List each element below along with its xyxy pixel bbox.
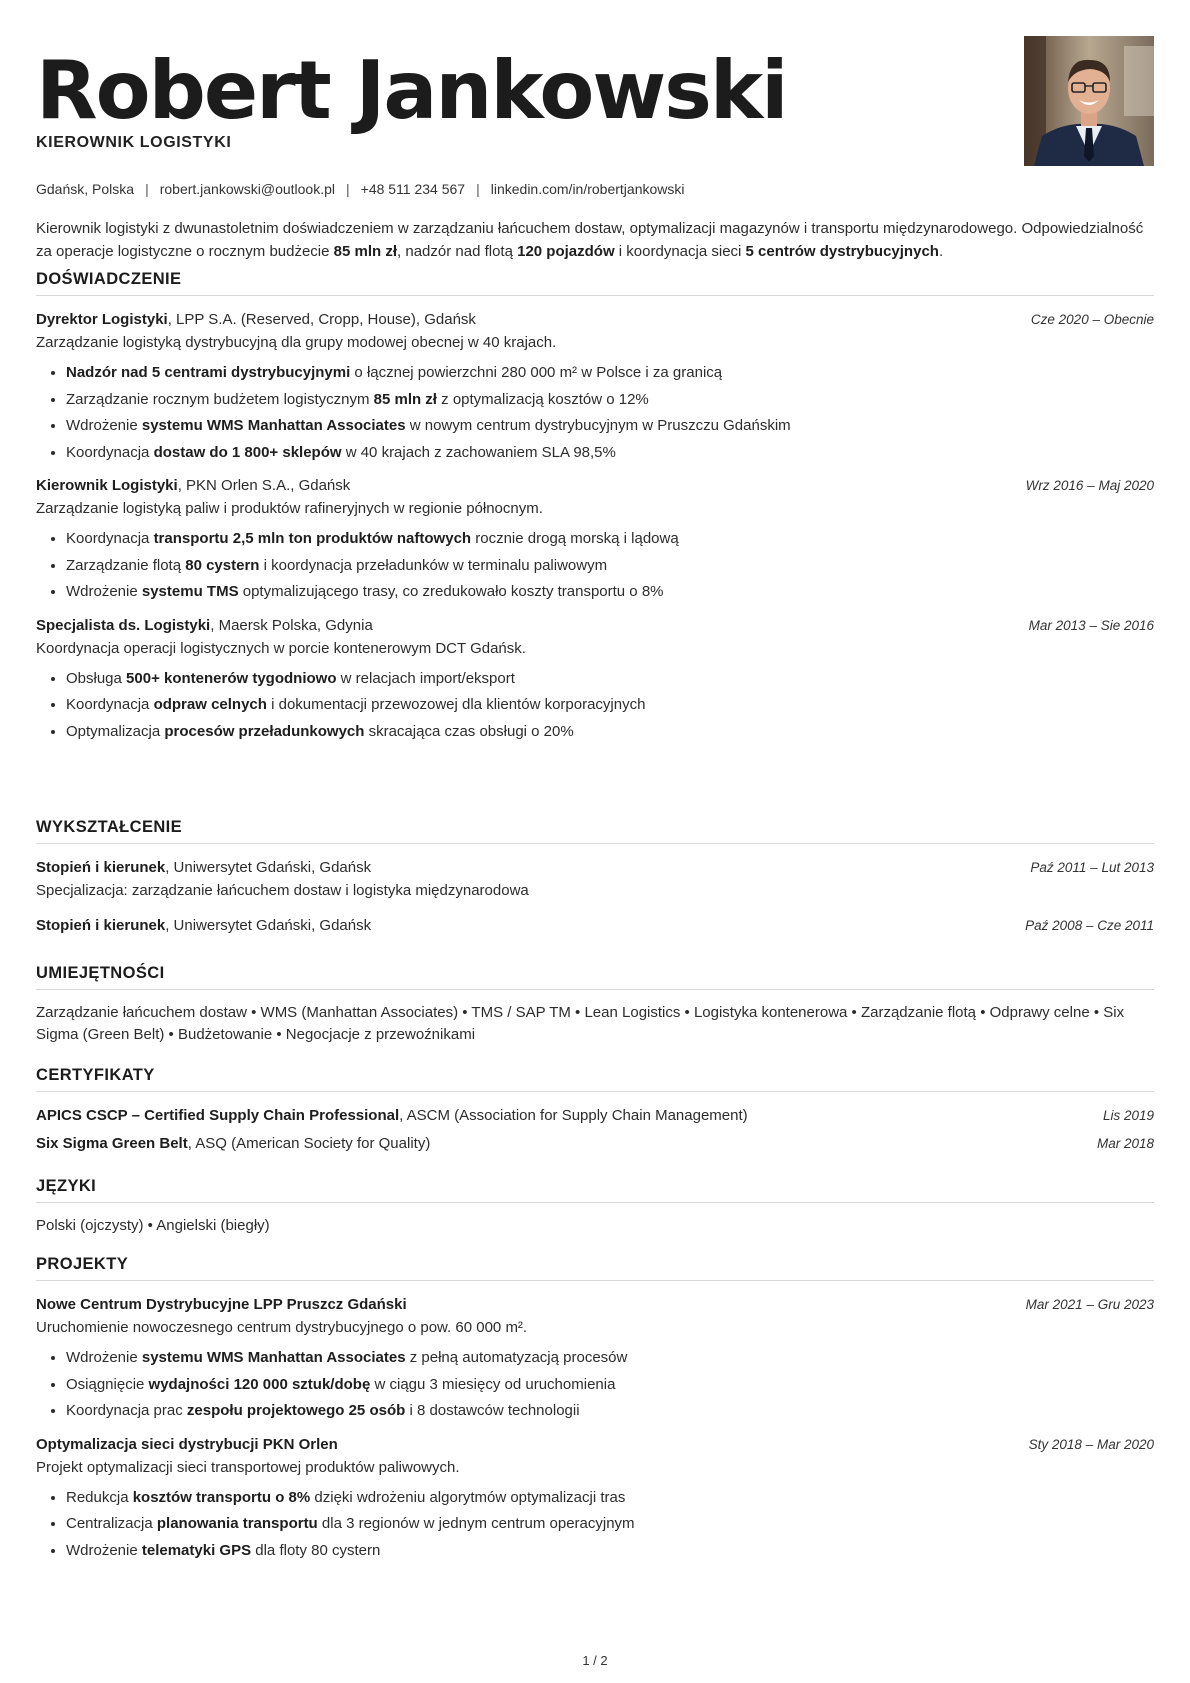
job-entry xyxy=(36,614,1154,746)
job-role: Specjalista ds. Logistyki xyxy=(36,616,211,634)
bullet-list xyxy=(36,526,1154,606)
section-heading: UMIEJĘTNOŚCI xyxy=(36,964,1154,990)
job-entry xyxy=(36,474,1154,606)
bold-text: odpraw celnych xyxy=(153,696,267,713)
bold-text: zespołu projektowego 25 osób xyxy=(186,1402,406,1419)
bullet-item xyxy=(66,1511,1154,1538)
text-run: i koordynacja przeładunków w terminalu paliwowym xyxy=(259,556,608,574)
text-run: o łącznej powierzchni 280 000 m² w Polsce i za granicą xyxy=(350,364,723,381)
certificate-name: APICS CSCP – Certified Supply Chain Professional xyxy=(36,1107,400,1124)
section-heading: CERTYFIKATY xyxy=(36,1066,1154,1092)
text-run: Wdrożenie xyxy=(66,1541,142,1559)
organization: , Uniwersytet Gdański, Gdańsk xyxy=(165,917,372,934)
certificate-entry xyxy=(36,1132,1154,1155)
certificates-section xyxy=(36,1066,1154,1160)
entry-description: Uruchomienie nowoczesnego centrum dystrybucyjnego o pow. 60 000 m². xyxy=(36,1319,528,1336)
bullet-item xyxy=(66,1538,1154,1565)
date-range: Mar 2013 – Sie 2016 xyxy=(1028,617,1154,633)
project-entry xyxy=(36,1433,1154,1565)
organization: , Uniwersytet Gdański, Gdańsk xyxy=(165,859,372,876)
education-entry xyxy=(36,914,1154,937)
projects-list xyxy=(36,1293,1154,1564)
experience-list xyxy=(36,308,1154,745)
candidate-name: Robert Jankowski xyxy=(36,44,787,137)
date-range: Sty 2018 – Mar 2020 xyxy=(1028,1436,1154,1452)
education-entry-header xyxy=(36,856,1154,879)
text-run: i dokumentacji przewozowej dla klientów korporacyjnych xyxy=(266,696,646,713)
text-run: i koordynacja sieci xyxy=(614,243,746,260)
entry-description: Koordynacja operacji logistycznych w porcie kontenerowym DCT Gdańsk. xyxy=(36,639,526,657)
bold-text: systemu WMS Manhattan Associates xyxy=(141,1349,406,1366)
education-entry-header xyxy=(36,914,1154,937)
organization: , LPP S.A. (Reserved, Cropp, House), Gdańsk xyxy=(167,311,476,328)
bold-text: planowania transportu xyxy=(156,1515,318,1532)
job-title: KIEROWNIK LOGISTYKI xyxy=(36,134,232,151)
bold-text: systemu WMS Manhattan Associates xyxy=(141,417,406,434)
bold-text: Nadzór nad 5 centrami dystrybucyjnymi xyxy=(66,364,351,381)
bold-text: 120 pojazdów xyxy=(517,243,615,260)
bold-text: transportu 2,5 mln ton produktów naftowych xyxy=(153,530,472,547)
text-run: i 8 dostawców technologii xyxy=(405,1402,580,1419)
organization: , PKN Orlen S.A., Gdańsk xyxy=(177,477,351,494)
date-range: Paź 2011 – Lut 2013 xyxy=(1030,860,1154,875)
contact-info xyxy=(36,181,685,197)
bullet-item xyxy=(66,666,1154,693)
text-run: Koordynacja xyxy=(66,443,154,461)
section-heading: PROJEKTY xyxy=(36,1255,1154,1281)
contact-email[interactable]: robert.jankowski@outlook.pl xyxy=(159,181,335,197)
text-run: optymalizującego trasy, co zredukowało koszty transportu o 8% xyxy=(238,583,664,600)
project-entry-header xyxy=(36,1433,1154,1456)
degree: Stopień i kierunek xyxy=(36,859,166,876)
job-entry-header xyxy=(36,308,1154,331)
degree: Stopień i kierunek xyxy=(36,917,166,934)
bold-text: systemu TMS xyxy=(141,583,239,600)
text-run: skracająca czas obsługi o 20% xyxy=(364,722,574,740)
bullet-item xyxy=(66,1485,1154,1512)
entry-description: Projekt optymalizacji sieci transportowej produktów paliwowych. xyxy=(36,1458,460,1476)
section-heading: DOŚWIADCZENIE xyxy=(36,270,1154,296)
contact-separator: | xyxy=(145,181,149,197)
job-entry xyxy=(36,308,1154,466)
text-run: dla floty 80 cystern xyxy=(251,1541,381,1559)
text-run: Wdrożenie xyxy=(66,1349,142,1366)
text-run: rocznie drogą morską i lądową xyxy=(471,530,679,547)
contact-phone[interactable]: +48 511 234 567 xyxy=(360,181,466,197)
bullet-item xyxy=(66,360,1154,387)
text-run: w nowym centrum dystrybucyjnym w Pruszczu Gdańskim xyxy=(405,417,791,434)
text-run: Wdrożenie xyxy=(66,417,142,434)
education-list xyxy=(36,856,1154,937)
entry-description: Zarządzanie logistyką paliw i produktów rafineryjnych w regionie północnym. xyxy=(36,500,543,517)
text-run: z pełną automatyzacją procesów xyxy=(405,1349,628,1366)
certificates-list xyxy=(36,1104,1154,1155)
text-run: Kierownik logistyki z dwunastoletnim doświadczeniem w zarządzaniu łańcuchem dostaw, optymalizacji magazynów i transportu międzynarodowego. Odpowiedzialność za operacje logistyczne o rocznym budżecie xyxy=(36,220,1144,260)
text-run: dzięki wdrożeniu algorytmów optymalizacji tras xyxy=(310,1488,626,1506)
bullet-item xyxy=(66,1345,1154,1372)
certificate-name: Six Sigma Green Belt xyxy=(36,1135,188,1152)
bullet-list xyxy=(36,360,1154,466)
page-number: 1 / 2 xyxy=(582,1653,608,1668)
text-run: w 40 krajach z zachowaniem SLA 98,5% xyxy=(341,443,616,461)
contact-separator: | xyxy=(346,181,350,197)
bold-text: 80 cystern xyxy=(185,556,260,574)
text-run: Zarządzanie flotą xyxy=(66,556,186,574)
bullet-list xyxy=(36,1345,1154,1425)
bold-text: 85 mln zł xyxy=(373,390,437,408)
project-entry-header xyxy=(36,1293,1154,1316)
date-range: Lis 2019 xyxy=(1102,1108,1154,1123)
text-run: dla 3 regionów w jednym centrum operacyjnym xyxy=(317,1515,635,1532)
organization: , Maersk Polska, Gdynia xyxy=(210,616,373,634)
text-run: Koordynacja prac xyxy=(66,1402,187,1419)
contact-separator: | xyxy=(476,181,480,197)
section-heading: WYKSZTAŁCENIE xyxy=(36,818,1154,844)
text-run: Wdrożenie xyxy=(66,583,142,600)
professional-summary xyxy=(36,217,1154,263)
bullet-item xyxy=(66,1398,1154,1425)
contact-location: Gdańsk, Polska xyxy=(36,181,135,197)
bold-text: procesów przeładunkowych xyxy=(164,722,365,740)
skills-section xyxy=(36,964,1154,1046)
text-run: Centralizacja xyxy=(66,1515,157,1532)
date-range: Mar 2018 xyxy=(1096,1136,1154,1151)
entry-description: Zarządzanie logistyką dystrybucyjną dla grupy modowej obecnej w 40 krajach. xyxy=(36,334,557,351)
bullet-item xyxy=(66,579,1154,606)
bullet-item xyxy=(66,440,1154,467)
text-run: z optymalizacją kosztów o 12% xyxy=(436,390,649,408)
text-run: Koordynacja xyxy=(66,696,154,713)
text-run: w relacjach import/eksport xyxy=(336,669,515,687)
bold-text: dostaw do 1 800+ sklepów xyxy=(153,443,342,461)
bullet-item xyxy=(66,719,1154,746)
date-range: Cze 2020 – Obecnie xyxy=(1030,312,1154,327)
bold-text: 5 centrów dystrybucyjnych xyxy=(745,243,939,260)
project-entry xyxy=(36,1293,1154,1425)
job-role: Dyrektor Logistyki xyxy=(36,311,168,328)
text-run: . xyxy=(938,243,944,260)
organization: , ASQ (American Society for Quality) xyxy=(187,1135,431,1152)
job-entry-header xyxy=(36,474,1154,497)
job-entry-header xyxy=(36,614,1154,637)
profile-photo xyxy=(1024,36,1154,166)
bold-text: kosztów transportu o 8% xyxy=(132,1488,311,1506)
bullet-list xyxy=(36,666,1154,746)
bullet-list xyxy=(36,1485,1154,1565)
section-heading: JĘZYKI xyxy=(36,1177,1154,1203)
certificate-entry-header xyxy=(36,1132,1154,1155)
skills-text: Zarządzanie łańcuchem dostaw • WMS (Manhattan Associates) • TMS / SAP TM • Lean Logistics • Logistyka kontenerowa • Zarządzanie flotą • Odprawy celne • Six Sigma (Green Belt) • Budżetowanie • Negocjacje z przewoźnikami xyxy=(36,1004,1125,1043)
certificate-entry-header xyxy=(36,1104,1154,1127)
bold-text: 85 mln zł xyxy=(333,243,398,260)
experience-section xyxy=(36,270,1154,753)
bullet-item xyxy=(66,526,1154,553)
bullet-item xyxy=(66,1372,1154,1399)
bold-text: telematyki GPS xyxy=(141,1541,252,1559)
text-run: Koordynacja xyxy=(66,530,154,547)
bullet-item xyxy=(66,387,1154,414)
languages-section xyxy=(36,1177,1154,1237)
text-run: , nadzór nad flotą xyxy=(397,243,518,260)
text-run: Optymalizacja xyxy=(66,722,165,740)
education-entry xyxy=(36,856,1154,902)
contact-linkedin[interactable]: linkedin.com/in/robertjankowski xyxy=(490,181,685,197)
job-role: Kierownik Logistyki xyxy=(36,477,178,494)
text-run: Obsługa xyxy=(66,669,127,687)
text-run: w ciągu 3 miesięcy od uruchomienia xyxy=(370,1375,616,1393)
project-name: Nowe Centrum Dystrybucyjne LPP Pruszcz Gdański xyxy=(36,1296,407,1313)
organization: , ASCM (Association for Supply Chain Management) xyxy=(399,1107,748,1124)
languages-text: Polski (ojczysty) • Angielski (biegły) xyxy=(36,1217,270,1234)
bullet-item xyxy=(66,553,1154,580)
bold-text: wydajności 120 000 sztuk/dobę xyxy=(148,1375,371,1393)
text-run: Zarządzanie rocznym budżetem logistycznym xyxy=(66,390,374,408)
entry-description: Specjalizacja: zarządzanie łańcuchem dostaw i logistyka międzynarodowa xyxy=(36,882,529,899)
text-run: Osiągnięcie xyxy=(66,1375,149,1393)
project-name: Optymalizacja sieci dystrybucji PKN Orlen xyxy=(36,1435,338,1453)
bold-text: 500+ kontenerów tygodniowo xyxy=(126,669,337,687)
projects-section xyxy=(36,1255,1154,1572)
date-range: Wrz 2016 – Maj 2020 xyxy=(1025,478,1154,493)
bullet-item xyxy=(66,413,1154,440)
bullet-item xyxy=(66,692,1154,719)
text-run: Redukcja xyxy=(66,1488,133,1506)
certificate-entry xyxy=(36,1104,1154,1127)
education-section xyxy=(36,818,1154,949)
date-range: Paź 2008 – Cze 2011 xyxy=(1025,918,1154,933)
date-range: Mar 2021 – Gru 2023 xyxy=(1025,1297,1154,1312)
